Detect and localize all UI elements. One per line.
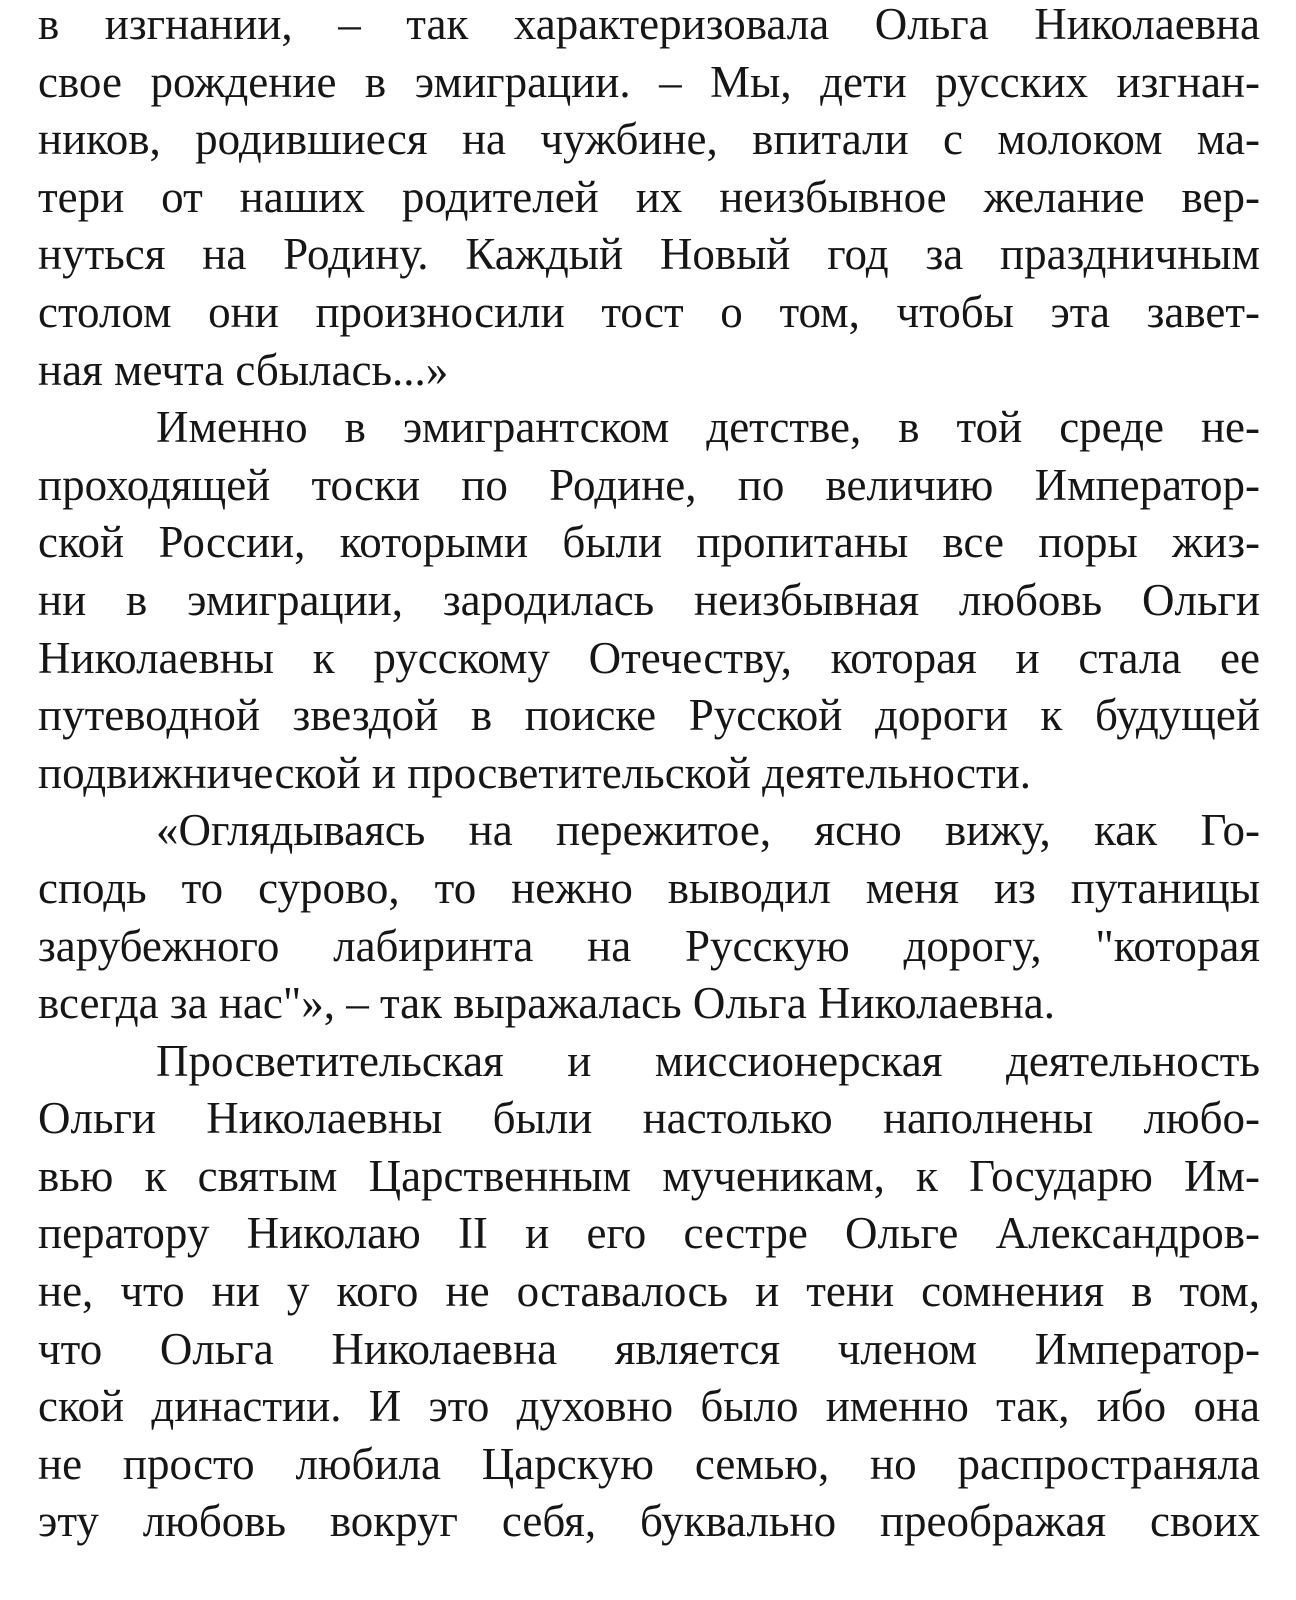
text-line: ператору Николаю II и его сестре Ольге Александров-: [38, 1208, 1260, 1259]
text-line: не, что ни у кого не оставалось и тени сомнения в том,: [38, 1266, 1260, 1317]
text-line: Именно в эмигрантском детстве, в той среде не-: [156, 402, 1260, 453]
text-line: не просто любила Царскую семью, но распространяла: [38, 1438, 1260, 1489]
text-line: столом они произносили тост о том, чтобы эта завет-: [38, 286, 1260, 337]
text-line: проходящей тоски по Родине, по величию Император-: [38, 459, 1260, 510]
text-line: зарубежного лабиринта на Русскую дорогу, "которая: [38, 920, 1260, 971]
text-line: Ольги Николаевны были настолько наполнены любо-: [38, 1093, 1260, 1144]
text-line: подвижнической и просветительской деятельности.: [38, 747, 1031, 798]
paragraph-1: [38, 0, 1260, 399]
text-line: в изгнании, – так характеризовала Ольга Николаевна: [38, 0, 1260, 49]
text-line: что Ольга Николаевна является членом Император-: [38, 1323, 1260, 1374]
text-line: «Оглядываясь на пережитое, ясно вижу, как Го-: [156, 805, 1260, 856]
text-line: вью к святым Царственным мученикам, к Государю Им-: [38, 1150, 1260, 1201]
text-line: путеводной звездой в поиске Русской дороги к будущей: [38, 690, 1260, 741]
page-text: [38, 0, 1260, 1551]
text-line: ской России, которыми были пропитаны все поры жиз-: [38, 517, 1260, 568]
paragraph-4: [38, 1033, 1260, 1551]
text-line: сподь то сурово, то нежно выводил меня из путаницы: [38, 862, 1260, 913]
paragraph-2: [38, 399, 1260, 802]
text-line: Николаевны к русскому Отечеству, которая и стала ее: [38, 632, 1260, 683]
text-line: эту любовь вокруг себя, буквально преображая своих: [38, 1496, 1260, 1547]
text-line: нуться на Родину. Каждый Новый год за праздничным: [38, 229, 1260, 280]
text-line: ской династии. И это духовно было именно так, ибо она: [38, 1381, 1260, 1432]
text-line: всегда за нас"», – так выражалась Ольга Николаевна.: [38, 978, 1056, 1029]
text-line: тери от наших родителей их неизбывное желание вер-: [38, 171, 1260, 222]
text-line: свое рождение в эмиграции. – Мы, дети русских изгнан-: [38, 56, 1260, 107]
text-line: Просветительская и миссионерская деятельность: [156, 1035, 1260, 1086]
text-line: ников, родившиеся на чужбине, впитали с молоком ма-: [38, 114, 1260, 165]
paragraph-3: [38, 802, 1260, 1032]
text-line: ная мечта сбылась...»: [38, 344, 449, 395]
text-line: ни в эмиграции, зародилась неизбывная любовь Ольги: [38, 574, 1260, 625]
